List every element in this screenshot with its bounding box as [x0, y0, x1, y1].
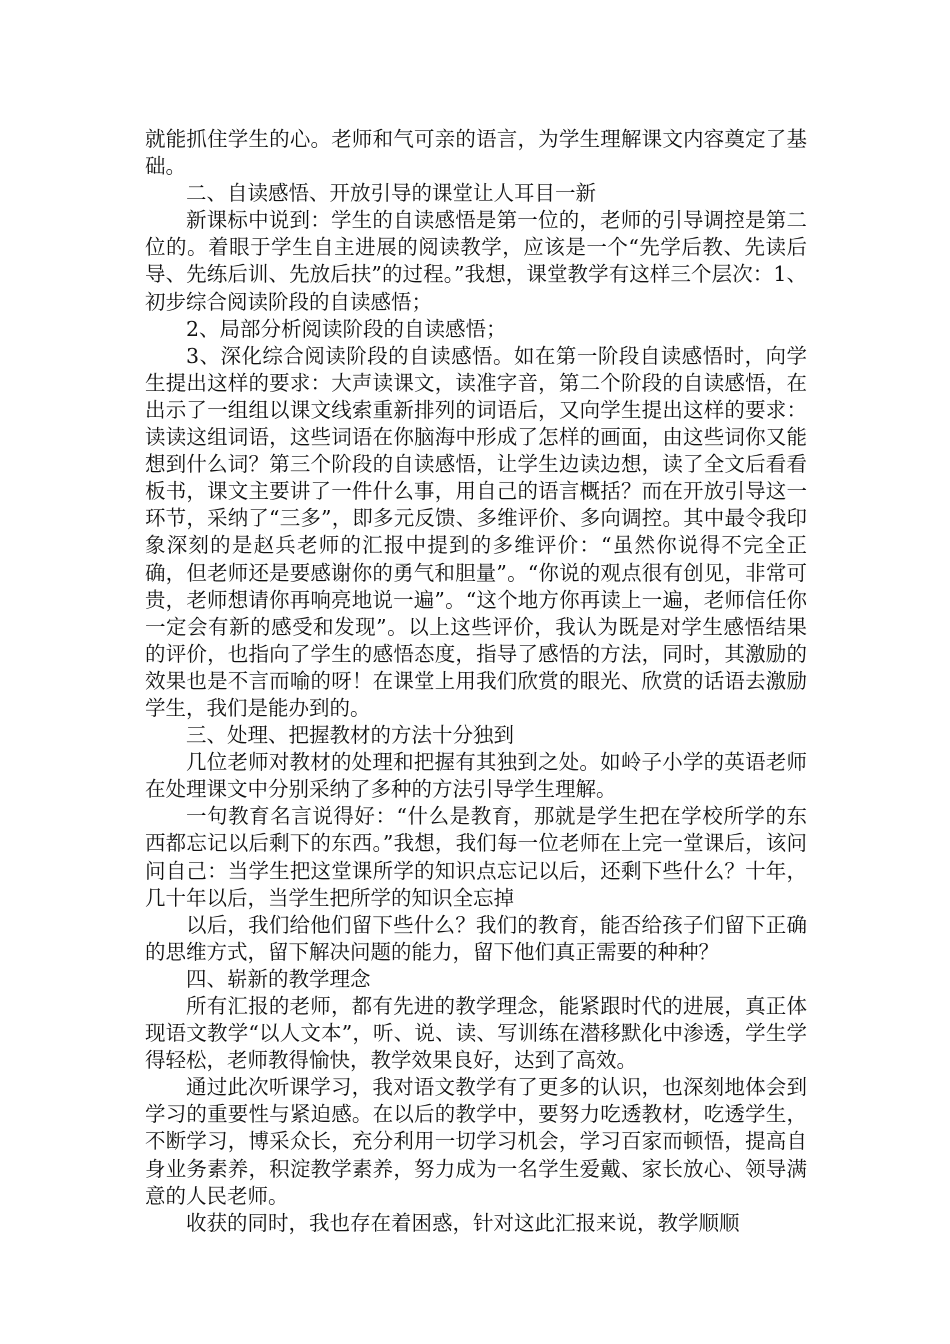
paragraph: 2、局部分析阅读阶段的自读感悟； — [186, 316, 507, 341]
paragraph: 新课标中说到：学生的自读感悟是第一位的，老师的引导调控是第二位的。着眼于学生自主进展的阅读教学，应该是一个“先学后教、先读后导、先练后训、先放后扶”的过程。”我想，课堂教学有这样三个层次：1、初步综合阅读阶段的自读感悟； — [145, 208, 807, 314]
section-heading-4: 四、崭新的教学理念 — [186, 966, 371, 991]
paragraph: 几位老师对教材的处理和把握有其独到之处。如岭子小学的英语老师在处理课文中分别采纳了多种的方法引导学生理解。 — [145, 750, 807, 802]
paragraph: 3、深化综合阅读阶段的自读感悟。如在第一阶段自读感悟时，向学生提出这样的要求：大声读课文，读准字音，第二个阶段的自读感悟，在出示了一组组以课文线索重新排列的词语后，又向学生提出这样的要求：读读这组词语，这些词语在你脑海中形成了怎样的画面，由这些词你又能想到什么词？第三个阶段的自读感悟，让学生边读边想，读了全文后看看板书，课文主要讲了一件什么事，用自己的语言概括？而在开放引导这一环节，采纳了“三多”，即多元反馈、多维评价、多向调控。其中最令我印象深刻的是赵兵老师的汇报中提到的多维评价：“虽然你说得不完全正确，但老师还是要感谢你的勇气和胆量”。“你说的观点很有创见，非常可贵，老师想请你再响亮地说一遍”。“这个地方你再读上一遍，老师信任你一定会有新的感受和发现”。以上这些评价，我认为既是对学生感悟结果的评价，也指向了学生的感悟态度，指导了感悟的方法，同时，其激励的效果也是不言而喻的呀！在课堂上用我们欣赏的眼光、欣赏的话语去激励学生，我们是能办到的。 — [145, 343, 807, 720]
section-heading-3: 三、处理、把握教材的方法十分独到 — [186, 723, 514, 748]
paragraph: 一句教育名言说得好：“什么是教育，那就是学生把在学校所学的东西都忘记以后剩下的东西。”我想，我们每一位老师在上完一堂课后，该问问自己：当学生把这堂课所学的知识点忘记以后，还剩下些什么？十年，几十年以后，当学生把所学的知识全忘掉 — [145, 804, 807, 910]
paragraph: 收获的同时，我也存在着困惑，针对这此汇报来说，教学顺顺 — [186, 1210, 740, 1235]
paragraph: 所有汇报的老师，都有先进的教学理念，能紧跟时代的进展，真正体现语文教学“以人文本”，听、说、读、写训练在潜移默化中渗透，学生学得轻松，老师教得愉快，教学效果良好，达到了高效。 — [145, 994, 807, 1073]
paragraph: 通过此次听课学习，我对语文教学有了更多的认识，也深刻地体会到学习的重要性与紧迫感。在以后的教学中，要努力吃透教材，吃透学生，不断学习，博采众长，充分利用一切学习机会，学习百家而顿悟，提高自身业务素养，积淀教学素养，努力成为一名学生爱戴、家长放心、领导满意的人民老师。 — [145, 1075, 807, 1208]
paragraph: 以后，我们给他们留下些什么？我们的教育，能否给孩子们留下正确的思维方式，留下解决问题的能力，留下他们真正需要的种种？ — [145, 912, 807, 964]
document-page — [145, 126, 807, 1237]
paragraph-continuation: 就能抓住学生的心。老师和气可亲的语言，为学生理解课文内容奠定了基础。 — [145, 127, 807, 179]
section-heading-2: 二、自读感悟、开放引导的课堂让人耳目一新 — [186, 181, 596, 206]
